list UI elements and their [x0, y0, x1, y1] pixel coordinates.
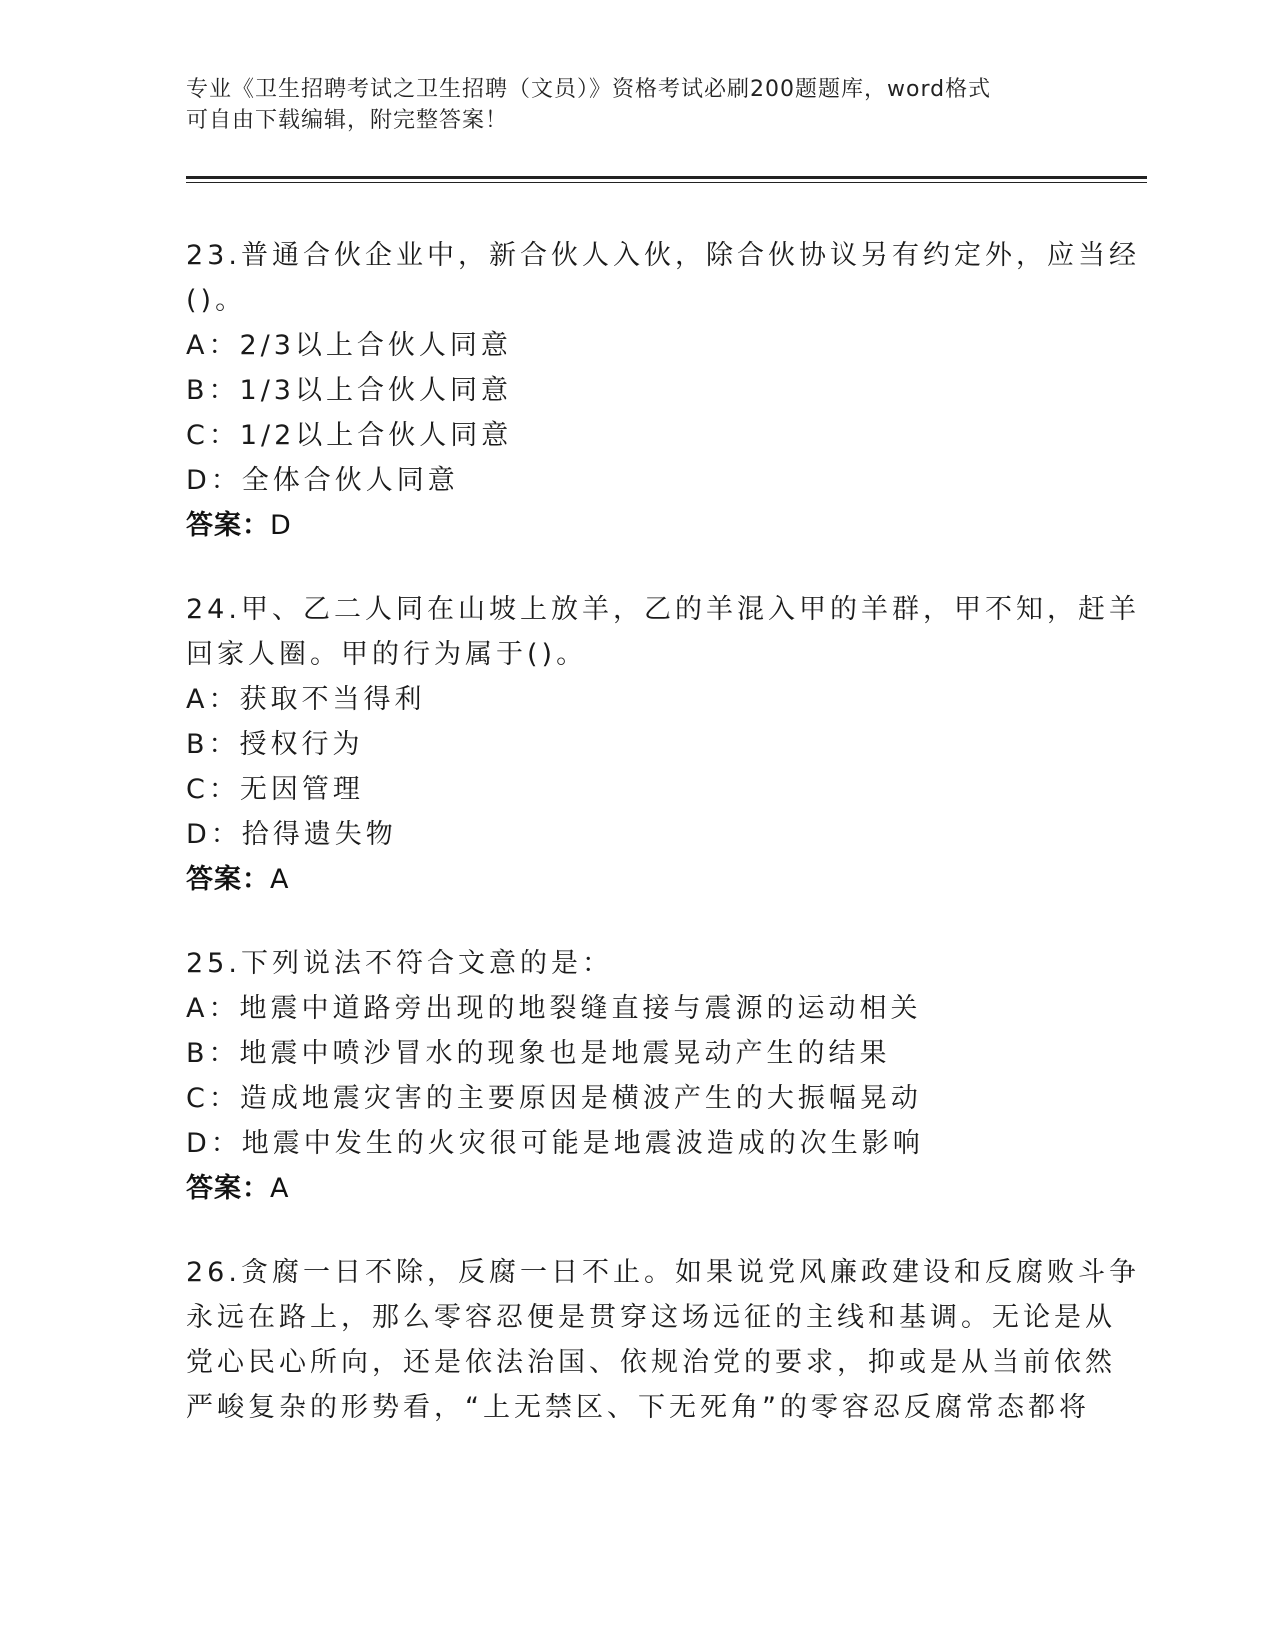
question-stem-line: 26.贪腐一日不除，反腐一日不止。如果说党风廉政建设和反腐败斗争: [186, 1257, 1140, 1288]
option-c: C：1/2以上合伙人同意: [186, 420, 513, 451]
question-26: [186, 1250, 1140, 1430]
question-stem-line: 党心民心所向，还是依法治国、依规治党的要求，抑或是从当前依然: [186, 1347, 1116, 1378]
option-a: A：获取不当得利: [186, 684, 426, 715]
question-24: [186, 587, 1140, 902]
answer-label: 答案：: [186, 1173, 270, 1204]
option-b: B：地震中喷沙冒水的现象也是地震晃动产生的结果: [186, 1038, 891, 1069]
header-divider-thin: [186, 182, 1147, 183]
option-c: C：造成地震灾害的主要原因是横波产生的大振幅晃动: [186, 1083, 922, 1114]
question-stem-line: 回家人圈。甲的行为属于()。: [186, 639, 588, 670]
option-c: C：无因管理: [186, 774, 364, 805]
option-b: B：1/3以上合伙人同意: [186, 375, 512, 406]
header-line-1: 专业《卫生招聘考试之卫生招聘（文员）》资格考试必刷200题题库，word格式: [186, 77, 992, 102]
question-23: [186, 233, 1140, 548]
header-line-2: 可自由下载编辑，附完整答案！: [186, 108, 509, 133]
answer-value: A: [270, 1173, 290, 1204]
question-stem-line: 永远在路上，那么零容忍便是贯穿这场远征的主线和基调。无论是从: [186, 1302, 1116, 1333]
question-stem-line: ()。: [186, 285, 247, 316]
question-stem-line: 23.普通合伙企业中，新合伙人入伙，除合伙协议另有约定外，应当经: [186, 240, 1140, 271]
question-stem-line: 24.甲、乙二人同在山坡上放羊，乙的羊混入甲的羊群，甲不知，赶羊: [186, 594, 1140, 625]
question-list: [186, 233, 1140, 1469]
question-stem-line: 严峻复杂的形势看，“上无禁区、下无死角”的零容忍反腐常态都将: [186, 1392, 1090, 1423]
answer-line: [186, 1166, 1086, 1211]
option-b: B：授权行为: [186, 729, 364, 760]
answer-label: 答案：: [186, 510, 270, 541]
option-a: A：地震中道路旁出现的地裂缝直接与震源的运动相关: [186, 993, 922, 1024]
answer-label: 答案：: [186, 864, 270, 895]
answer-value: D: [270, 510, 292, 541]
question-25: [186, 941, 1086, 1211]
answer-value: A: [270, 864, 290, 895]
option-d: D：全体合伙人同意: [186, 465, 459, 496]
header-divider-thick: [186, 176, 1147, 179]
option-d: D：地震中发生的火灾很可能是地震波造成的次生影响: [186, 1128, 924, 1159]
option-a: A：2/3以上合伙人同意: [186, 330, 512, 361]
answer-line: [186, 503, 1086, 548]
answer-line: [186, 857, 1086, 902]
document-header: [186, 74, 1066, 136]
option-d: D：拾得遗失物: [186, 819, 397, 850]
question-stem-line: 25.下列说法不符合文意的是：: [186, 948, 613, 979]
